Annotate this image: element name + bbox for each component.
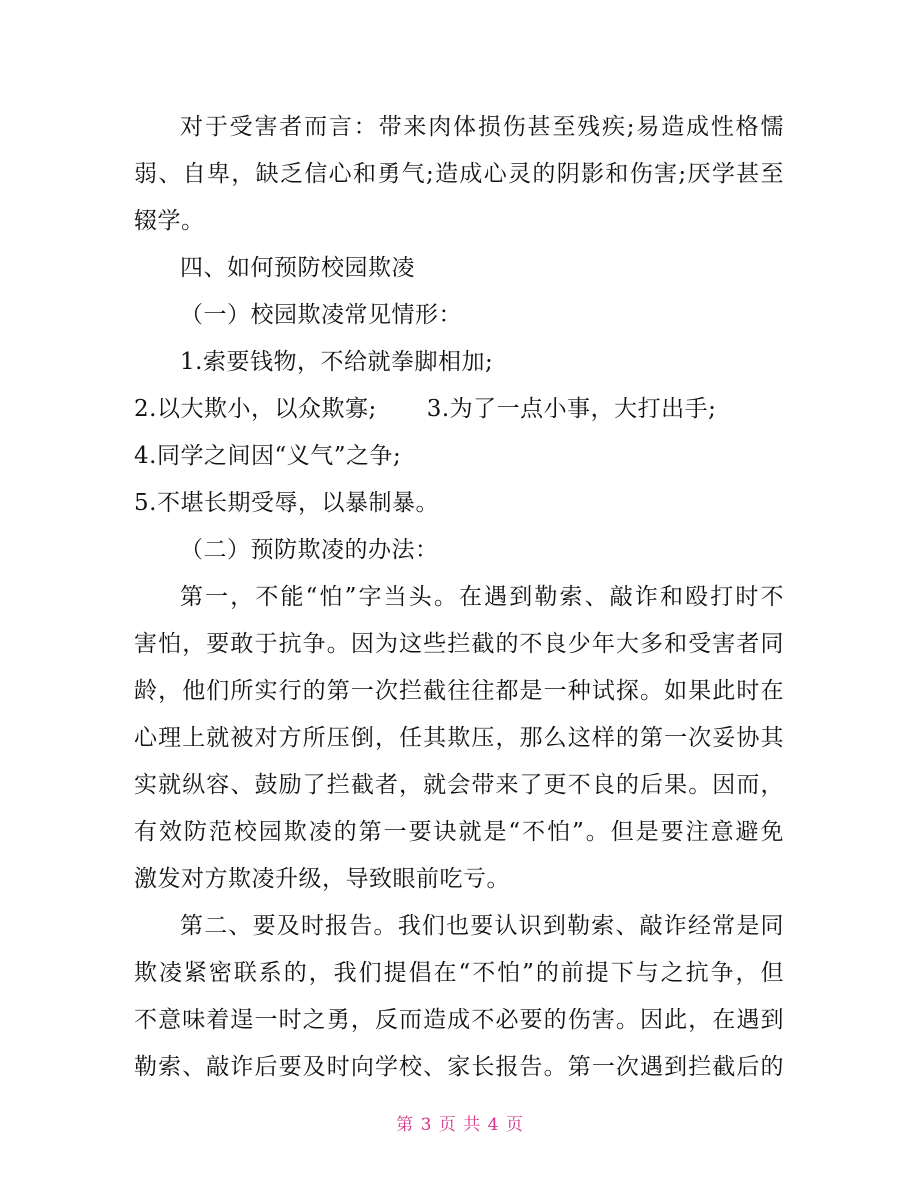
paragraph-line: 龄，他们所实行的第一次拦截往往都是一种试探。如果此时在 [134,678,784,704]
paragraph-line: 激发对方欺凌升级，导致眼前吃亏。 [134,866,510,892]
list-item: 5.不堪长期受辱，以暴制暴。 [134,490,439,516]
list-item: 1.索要钱物，不给就拳脚相加; [180,349,494,375]
paragraph-line: 欺凌紧密联系的，我们提倡在“不怕”的前提下与之抗争，但 [134,960,784,986]
paragraph-line: 辍学。 [134,208,205,234]
paragraph-line: 有效防范校园欺凌的第一要诀就是“不怕”。但是要注意避免 [134,819,784,845]
subsection-heading: （二）预防欺凌的办法： [180,537,439,563]
paragraph-line: 对于受害者而言：带来肉体损伤甚至残疾;易造成性格懦 [180,114,784,140]
paragraph-line: 害怕，要敢于抗争。因为这些拦截的不良少年大多和受害者同 [134,631,784,657]
list-item: 4.同学之间因“义气”之争; [134,443,402,469]
paragraph-line: 心理上就被对方所压倒，任其欺压，那么这样的第一次妥协其 [134,725,784,751]
subsection-heading: （一）校园欺凌常见情形： [180,302,462,328]
page-number-footer: 第 3 页 共 4 页 [396,1115,524,1135]
paragraph-line: 勒索、敲诈后要及时向学校、家长报告。第一次遇到拦截后的 [134,1054,784,1080]
paragraph-line: 不意味着逞一时之勇，反而造成不必要的伤害。因此，在遇到 [134,1007,784,1033]
paragraph-line: 弱、自卑，缺乏信心和勇气;造成心灵的阴影和伤害;厌学甚至 [134,161,784,187]
list-item: 3.为了一点小事，大打出手; [426,396,717,422]
list-item: 2.以大欺小，以众欺寡; [134,396,377,422]
section-heading: 四、如何预防校园欺凌 [180,255,415,281]
paragraph-line: 第一，不能“怕”字当头。在遇到勒索、敲诈和殴打时不 [180,584,784,610]
paragraph-line: 第二、要及时报告。我们也要认识到勒索、敲诈经常是同 [180,913,784,939]
paragraph-line: 实就纵容、鼓励了拦截者，就会带来了更不良的后果。因而， [134,772,784,798]
list-item-row [134,394,794,424]
